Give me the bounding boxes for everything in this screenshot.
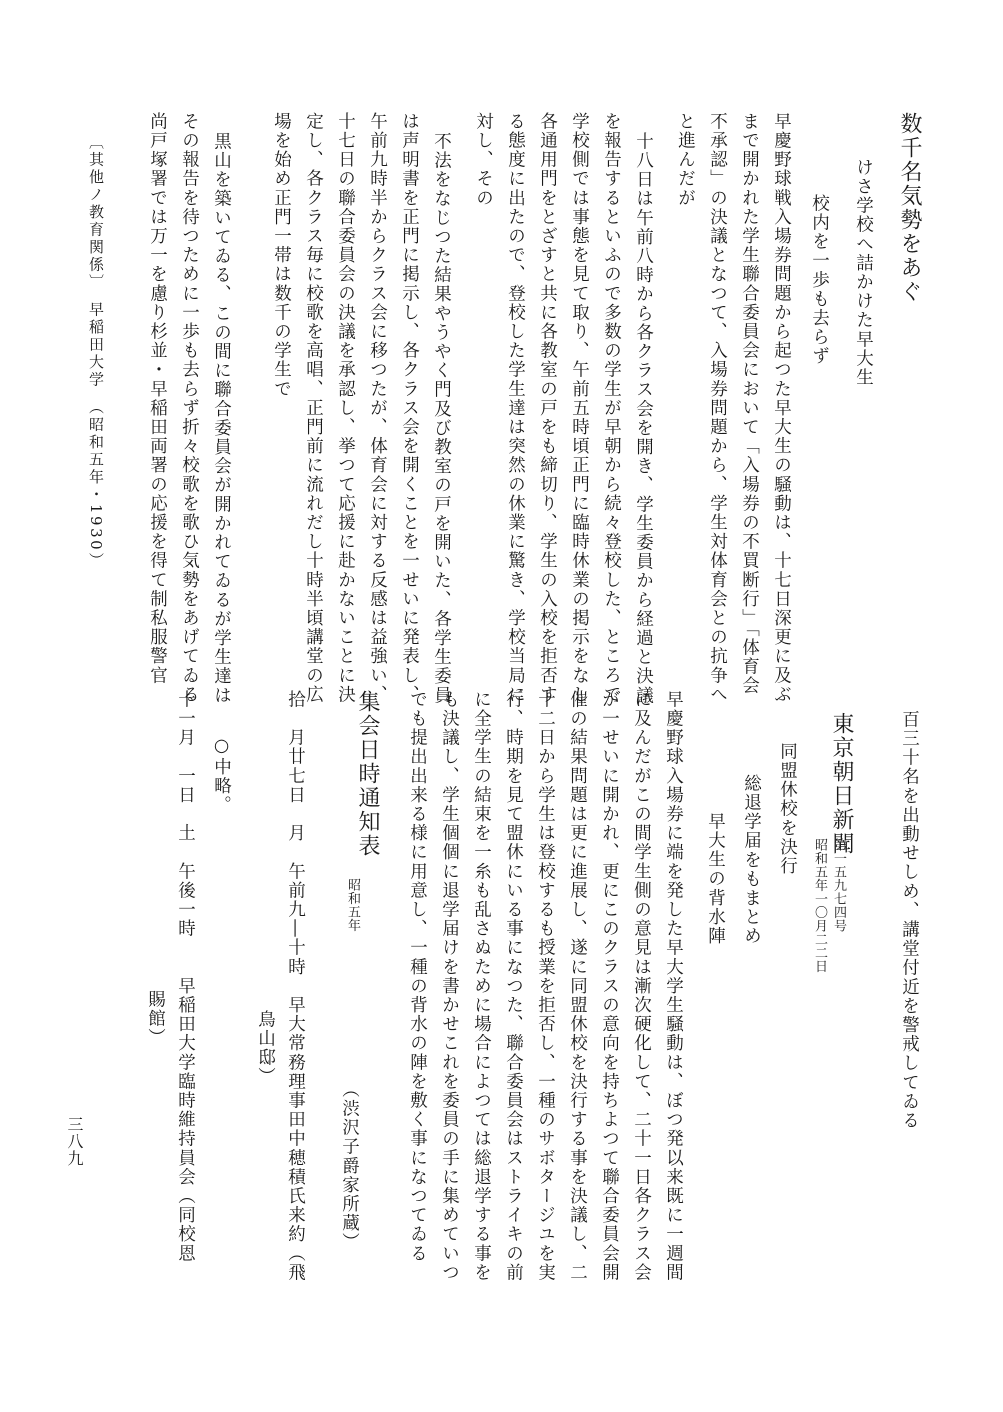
article2-text-line: 行、時期を見て盟休にいる事になつた、聯合委員会はストライキの前 [503,690,524,1283]
article1-text-line: 黒山を築いてゐる、この間に聯合委員会が開かれてゐるが学生達は [211,132,232,705]
omission-mark: ○中略。 [211,736,232,815]
article1-text-line: 定し、各クラス毎に校歌を高唱、正門前に流れだし十時半頃講堂の広 [303,112,324,705]
article1-text-line: 尚戸塚署では万一を慮り杉並・早稲田両署の応援を得て制私服警官 [147,112,168,685]
article1-text-line: 各通用門をとざすと共に各教室の戸をも締切り、学生の入校を拒否す [537,112,558,705]
notice-table-source: （渋沢子爵家所蔵） [339,1080,360,1252]
article2-text-line: 早慶野球入場券に端を発した早大学生騒動は、ぼつ発以来既に一週間 [663,690,684,1283]
article1-text-line: まで開かれた学生聯合委員会において「入場券の不買断行」「体育会 [739,112,760,696]
article2-text-line: も決議し、学生個個に退学届けを書かせこれを委員の手に集めていつ [439,690,460,1283]
notice-table-row: 拾 月廿七日 月 午前九―十時 早大常務理事田中穂積氏来約（飛 [285,690,306,1283]
article2-heading-sub2: 早大生の背水陣 [705,812,726,946]
article2-text-line: に及んだがこの間学生側の意見は漸次硬化して、二十一日各クラス会 [631,690,652,1283]
article2-heading-sub: 総退学届をもまとめ [741,774,762,946]
article1-text-line: 対し、その [473,112,494,208]
article1-text-line: 十八日は午前八時から各クラス会を開き、学生委員から経過と決議 [633,132,654,705]
article1-heading-main: 数千名気勢をあぐ [897,112,922,304]
notice-table-row-continuation: 鳥山邸） [255,1010,276,1087]
article1-heading-sub2: 校内を一歩も去らず [809,194,830,366]
notice-table-row: 十一月 一日 土 午後一時 早稲田大学臨時維持員会（同校恩 [175,690,196,1263]
article2-text-line: 催の結果問題は更に進展し、遂に同盟休校を決行する事を決議し、二 [567,690,588,1283]
article1-text-line: その報告を待つために一歩も去らず折々校歌を歌ひ気勢をあげてゐる [179,112,200,705]
source-citation: 〔其他ノ教育関係〕 早稲田大学 （昭和五年・1930） [87,134,105,570]
article1-text-line: と進んだが [675,112,696,208]
notice-table-year: 昭和五年 [345,878,360,932]
article2-heading-main: 同盟休校を決行 [777,742,798,876]
newspaper-issue-date: 昭和五年一〇月二二日 [812,838,827,973]
article2-text-line: でも提出出来る様に用意し、一種の背水の陣を敷く事になつてゐる [407,690,428,1263]
article1-text-line: 十七日の聯合委員会の決議を承認し、挙つて応援に赴かないことに決 [335,112,356,705]
article1-heading-sub: けさ学校へ詰かけた早大生 [853,158,874,388]
article2-text-line: 十二日から学生は登校するも授業を拒否し、一種のサボタージユを実 [535,690,556,1283]
page-number: 三八九 [65,1116,84,1167]
newspaper-name: 東京朝日新聞 [829,712,854,856]
article2-text-line: に全学生の結束を一糸も乱さぬために場合によつては総退学する事を [471,690,492,1283]
article1-text-line: 学校側では事態を見て取り、午前五時頃正門に臨時休業の掲示をなし [569,112,590,705]
article1-text-line: 不法をなじつた結果やうやく門及び教室の戸を開いた、各学生委員 [431,132,452,705]
article1-continuation-line: 百三十名を出動せしめ、講堂付近を警戒してゐる [899,710,920,1131]
notice-table-row-continuation: 賜館） [145,990,166,1048]
article1-text-line: る態度に出たので、登校した学生達は突然の休業に驚き、学校当局に [505,112,526,705]
article1-text-line: 場を始め正門一帯は数千の学生で [271,112,292,399]
article1-text-line: 不承認」の決議となつて、入場券問題から、学生対体育会との抗争へ [707,112,728,705]
article2-text-line: が一せいに開かれ、更にこのクラスの意向を持ちよつて聯合委員会開 [599,690,620,1283]
article1-text-line: 早慶野球戦入場券問題から起つた早大生の騒動は、十七日深更に及ぶ [771,112,792,705]
notice-table-title: 集会日時通知表 [355,690,380,858]
newspaper-issue-number: 第一五九七四号 [831,838,846,933]
article1-text-line: を報告するといふので多数の学生が早朝から続々登校した、ところで [601,112,622,705]
article1-text-line: 午前九時半からクラス会に移つたが、体育会に対する反感は益強い、 [367,112,388,705]
article1-text-line: は声明書を正門に掲示し、各クラス会を開くことを一せいに発表し、 [399,112,420,705]
